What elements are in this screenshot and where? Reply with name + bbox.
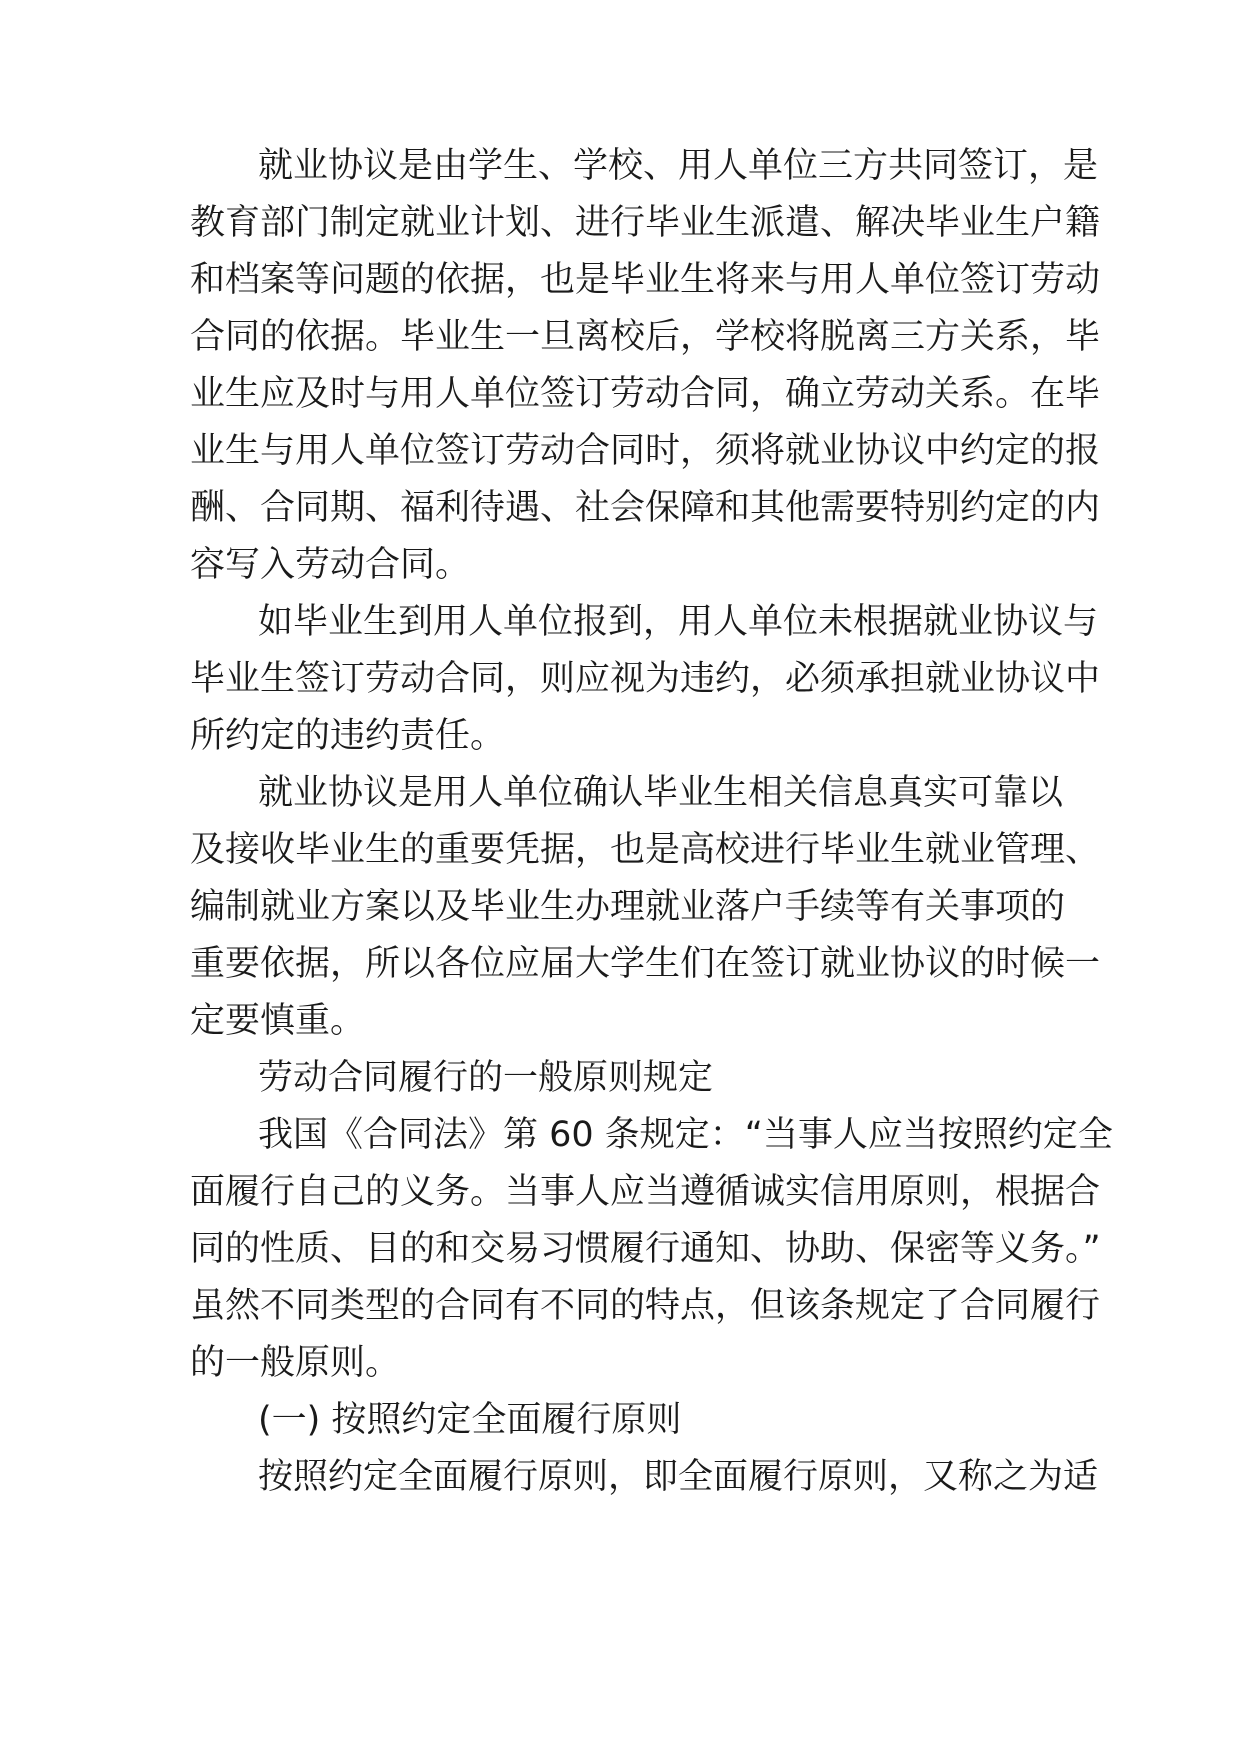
paragraph-4-line-3: 同的性质、目的和交易习惯履行通知、协助、保密等义务。” <box>190 1229 1101 1269</box>
paragraph-3-line-1: 就业协议是用人单位确认毕业生相关信息真实可靠以 <box>258 773 1064 813</box>
paragraph-1-line-8: 容写入劳动合同。 <box>190 545 471 585</box>
paragraph-3-line-3: 编制就业方案以及毕业生办理就业落户手续等有关事项的 <box>190 887 1066 927</box>
paragraph-4-line-2: 面履行自己的义务。当事人应当遵循诚实信用原则，根据合 <box>190 1172 1101 1212</box>
paragraph-4-line-4: 虽然不同类型的合同有不同的特点，但该条规定了合同履行 <box>190 1286 1101 1326</box>
paragraph-2-line-1: 如毕业生到用人单位报到，用人单位未根据就业协议与 <box>258 602 1099 642</box>
paragraph-1-line-3: 和档案等问题的依据，也是毕业生将来与用人单位签订劳动 <box>190 260 1101 300</box>
paragraph-2-line-3: 所约定的违约责任。 <box>190 716 506 756</box>
paragraph-1-line-4: 合同的依据。毕业生一旦离校后，学校将脱离三方关系，毕 <box>190 317 1101 357</box>
paragraph-3-line-2: 及接收毕业生的重要凭据，也是高校进行毕业生就业管理、 <box>190 830 1101 870</box>
paragraph-1-line-5: 业生应及时与用人单位签订劳动合同，确立劳动关系。在毕 <box>190 374 1101 414</box>
section-heading: 劳动合同履行的一般原则规定 <box>258 1058 714 1098</box>
paragraph-2-line-2: 毕业生签订劳动合同，则应视为违约，必须承担就业协议中 <box>190 659 1101 699</box>
paragraph-1-line-2: 教育部门制定就业计划、进行毕业生派遣、解决毕业生户籍 <box>190 203 1101 243</box>
paragraph-4-line-5: 的一般原则。 <box>190 1343 401 1383</box>
paragraph-3-line-4: 重要依据，所以各位应届大学生们在签订就业协议的时候一 <box>190 944 1101 984</box>
paragraph-1-line-6: 业生与用人单位签订劳动合同时，须将就业协议中约定的报 <box>190 431 1101 471</box>
paragraph-3-line-5: 定要慎重。 <box>190 1001 366 1041</box>
subsection-heading: (一) 按照约定全面履行原则 <box>258 1400 682 1440</box>
paragraph-1-line-1: 就业协议是由学生、学校、用人单位三方共同签订，是 <box>258 146 1099 186</box>
paragraph-1-line-7: 酬、合同期、福利待遇、社会保障和其他需要特别约定的内 <box>190 488 1101 528</box>
paragraph-5-line-1: 按照约定全面履行原则，即全面履行原则，又称之为适 <box>258 1457 1099 1497</box>
paragraph-4-line-1: 我国《合同法》第 60 条规定：“当事人应当按照约定全 <box>258 1115 1113 1155</box>
